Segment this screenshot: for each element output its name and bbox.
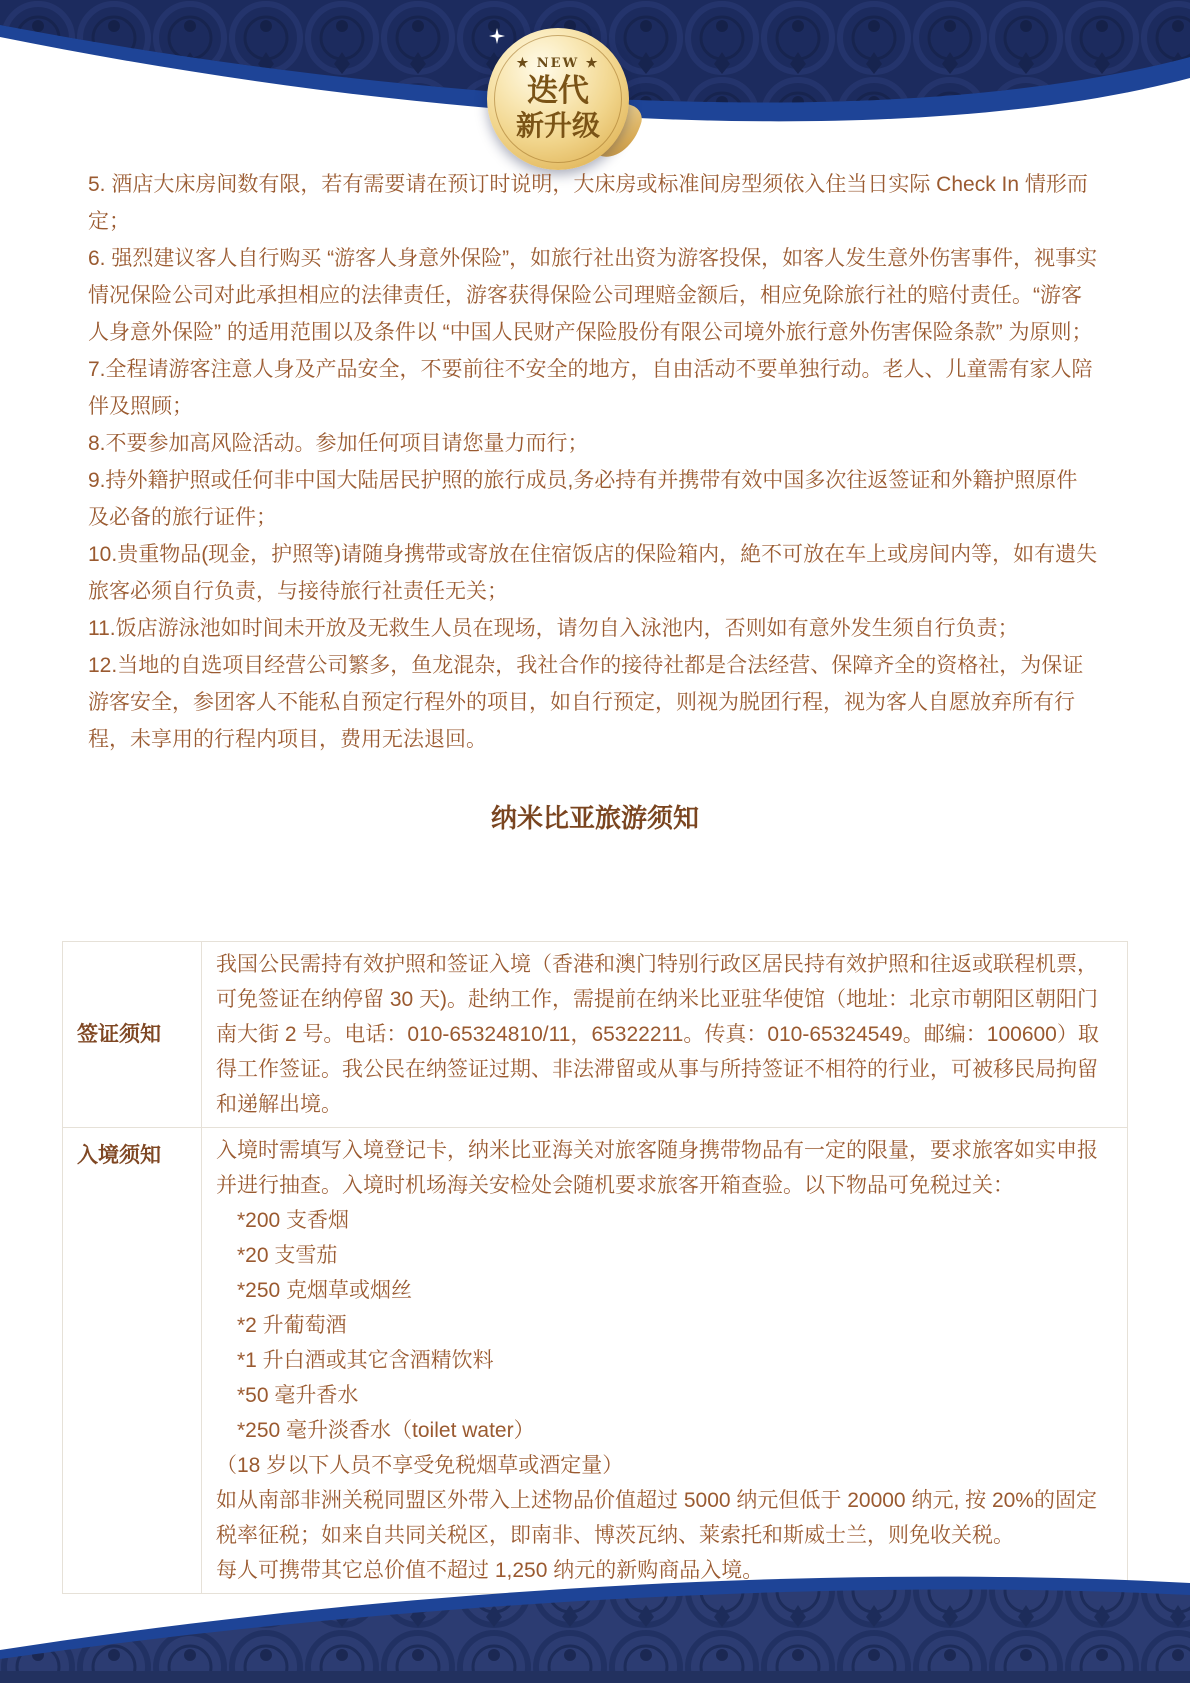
row-content-visa [202, 942, 1128, 1128]
duty-free-item: *1 升白酒或其它含酒精饮料 [237, 1349, 494, 1372]
note-item-8: 8.不要参加高风险活动。参加任何项目请您量力而行； [88, 432, 589, 455]
section-title: 纳米比亚旅游须知 [490, 803, 699, 833]
note-item-9: 9.持外籍护照或任何非中国大陆居民护照的旅行成员,务必持有并携带有效中国多次往返签证和外籍护照原件及必备的旅行证件； [88, 469, 1078, 529]
note-item-7: 7.全程请游客注意人身及产品安全，不要前往不安全的地方，自由活动不要单独行动。老人、儿童需有家人陪伴及照顾； [88, 358, 1093, 418]
duty-free-item: *250 毫升淡香水（toilet water） [237, 1419, 535, 1442]
note-item-5: 5. 酒店大床房间数有限，若有需要请在预订时说明，大床房或标准间房型须依入住当日实际 Check In 情形而定； [88, 173, 1088, 233]
note-item-6: 6. 强烈建议客人自行购买 “游客人身意外保险”，如旅行社出资为游客投保，如客人发生意外伤害事件，视事实情况保险公司对此承担相应的法律责任，游客获得保险公司理赔金额后，相应免除旅行社的赔付责任。“游客人身意外保险” 的适用范围以及条件以 “中国人民财产保险股份有限公司境外旅行意外伤害保险条款” 为原则； [88, 247, 1098, 344]
tax-note: 如从南部非洲关税同盟区外带入上述物品价值超过 5000 纳元但低于 20000 纳元, 按 20%的固定税率征税；如来自共同关税区，即南非、博茨瓦纳、莱索托和斯威士兰，则免收关税。 [216, 1489, 1097, 1547]
visa-text: 我国公民需持有效护照和签证入境（香港和澳门特别行政区居民持有效护照和往返或联程机票，可免签证在纳停留 30 天)。赴纳工作，需提前在纳米比亚驻华使馆（地址：北京市朝阳区朝阳门南大街 2 号。电话：010-65324810/11，65322211。传真：010-65324549。邮编：100600）取得工作签证。我公民在纳签证过期、非法滞留或从事与所持签证不相符的行业，可被移民局拘留和递解出境。 [216, 953, 1099, 1116]
duty-free-item: *50 毫升香水 [237, 1384, 359, 1407]
duty-free-item: *20 支雪茄 [237, 1244, 338, 1267]
note-item-10: 10.贵重物品(现金，护照等)请随身携带或寄放在住宿饭店的保险箱内，絶不可放在车上或房间内等，如有遗失旅客必须自行负责，与接待旅行社责任无关； [88, 543, 1098, 603]
note-item-11: 11.饭店游泳池如时间未开放及无救生人员在现场，请勿自入泳池内，否则如有意外发生须自行负责； [88, 617, 1019, 640]
age-note: （18 岁以下人员不享受免税烟草或酒定量） [216, 1454, 624, 1477]
duty-free-item: *2 升葡萄酒 [237, 1314, 347, 1337]
footer-curve-graphic [0, 1553, 1190, 1683]
badge-title: 迭代 [527, 72, 589, 109]
row-label-entry: 入境须知 [63, 1128, 202, 1594]
badge-subtitle: 新升级 [515, 108, 600, 142]
allowance-note: 每人可携带其它总价值不超过 1,250 纳元的新购商品入境。 [216, 1559, 764, 1582]
badge-new-label: ★ NEW ★ [516, 55, 600, 71]
travel-notice-table [62, 941, 1128, 1594]
table-row-visa [63, 942, 1128, 1128]
duty-free-item: *200 支香烟 [237, 1209, 350, 1232]
row-label-visa: 签证须知 [63, 942, 202, 1128]
table-row-entry [63, 1128, 1128, 1594]
general-notes [88, 166, 1098, 758]
note-item-12: 12.当地的自选项目经营公司繁多，鱼龙混杂，我社合作的接待社都是合法经营、保障齐全的资格社，为保证游客安全，参团客人不能私自预定行程外的项目，如自行预定，则视为脱团行程，视为客人自愿放弃所有行程，未享用的行程内项目，费用无法退回。 [88, 654, 1084, 751]
footer-banner [0, 1553, 1190, 1683]
duty-free-item: *250 克烟草或烟丝 [237, 1279, 413, 1302]
entry-intro: 入境时需填写入境登记卡，纳米比亚海关对旅客随身携带物品有一定的限量，要求旅客如实申报并进行抽查。入境时机场海关安检处会随机要求旅客开箱查验。以下物品可免税过关： [216, 1139, 1098, 1197]
row-content-entry [202, 1128, 1128, 1594]
